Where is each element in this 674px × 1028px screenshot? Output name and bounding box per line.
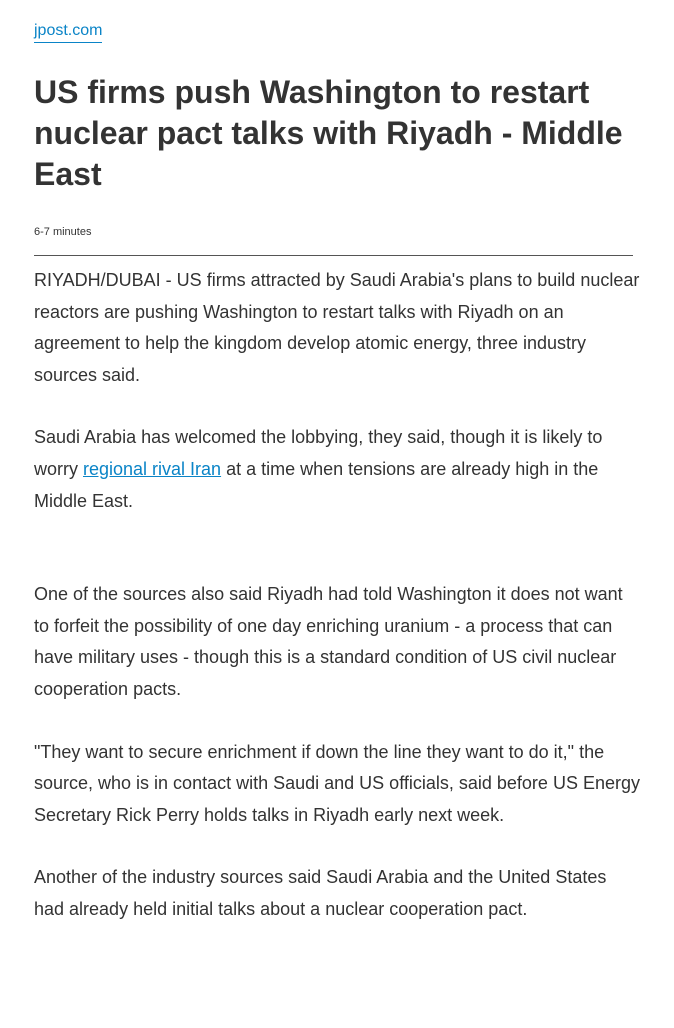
paragraph-2-text-after: at a time when tensions are already high in the Middle East.	[34, 458, 599, 511]
paragraph-2-text-before: Saudi Arabia has welcomed the lobbying, they said, though it is likely to worry	[34, 427, 603, 479]
article-body	[34, 265, 640, 926]
article-paragraph-5: Another of the industry sources said Saudi Arabia and the United States had already held initial talks about a nuclear cooperation pact.	[34, 867, 607, 919]
article-paragraph-3: One of the sources also said Riyadh had told Washington it does not want to forfeit the possibility of one day enriching uranium - a process that can have military uses - though this is a standard condition of US civil nuclear cooperation pacts.	[34, 584, 623, 699]
header-divider	[34, 255, 633, 256]
reading-time: 6-7 minutes	[34, 226, 92, 238]
article-paragraph-4: "They want to secure enrichment if down the line they want to do it," the source, who is in contact with Saudi and US officials, said before US Energy Secretary Rick Perry holds talks in Riyadh early next week.	[34, 741, 640, 825]
source-domain-link[interactable]: jpost.com	[34, 21, 102, 43]
article-title: US firms push Washington to restart nuclear pact talks with Riyadh - Middle East	[34, 74, 623, 192]
article-paragraph-1: RIYADH/DUBAI - US firms attracted by Saudi Arabia's plans to build nuclear reactors are pushing Washington to restart talks with Riyadh on an agreement to help the kingdom develop atomic energy, three industry sources said.	[34, 270, 640, 385]
regional-rival-iran-link[interactable]: regional rival Iran	[83, 458, 222, 479]
article-paragraph-2	[34, 422, 640, 517]
